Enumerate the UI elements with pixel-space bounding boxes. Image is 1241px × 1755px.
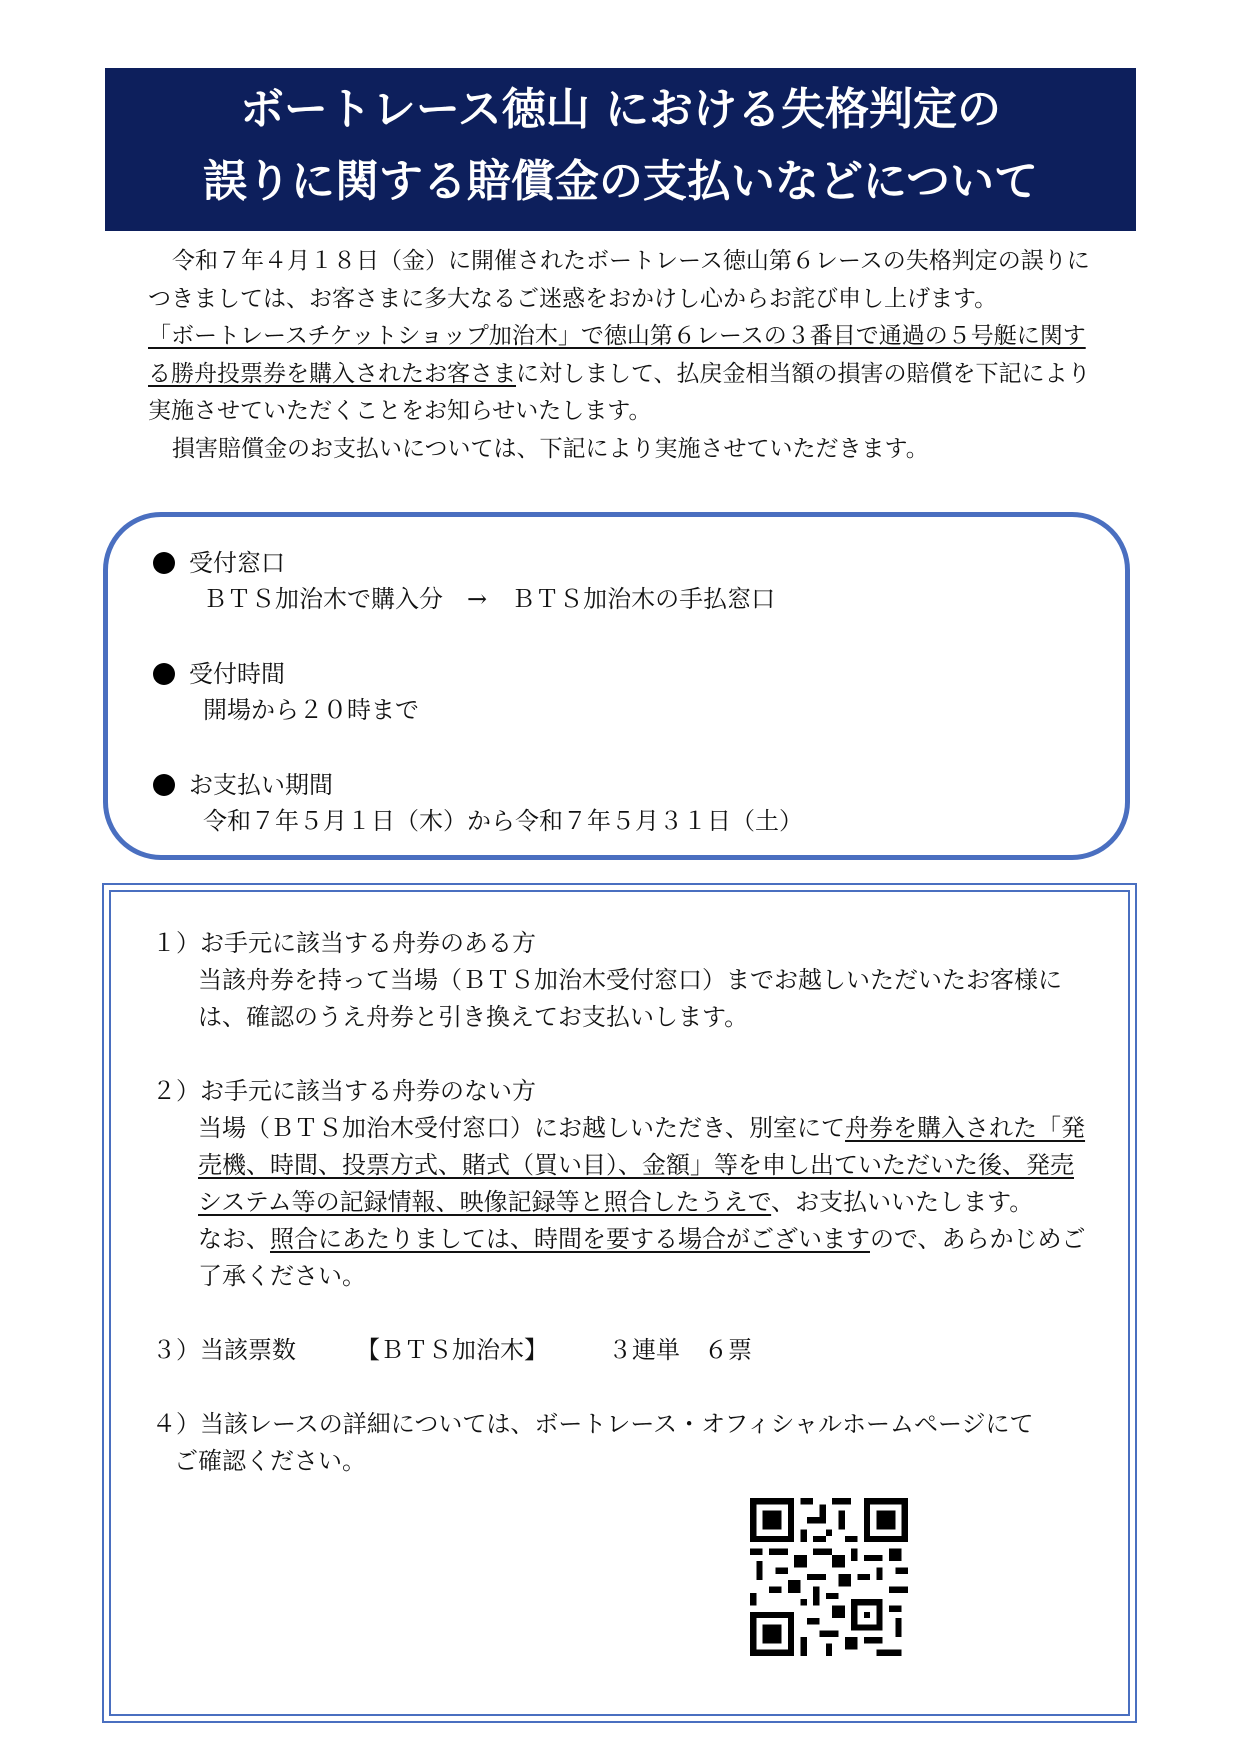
notice-item-4-heading: ４）当該レースの詳細については、ボートレース・オフィシャルホームページにて	[152, 1410, 1034, 1438]
intro-paragraph-2	[148, 318, 1108, 431]
notice-item-4-body: ご確認ください。	[174, 1447, 366, 1475]
notice-item-2-text: 当場（ＢＴＳ加治木受付窓口）にお越しいただき、別室にて	[198, 1114, 846, 1142]
qr-code[interactable]	[750, 1498, 908, 1656]
info-period-value: 令和７年５月１日（木）から令和７年５月３１日（土）	[203, 807, 803, 835]
title-banner	[105, 68, 1136, 231]
notice-item-2-text-end: 、お支払いいたします。	[771, 1188, 1034, 1216]
intro-paragraph-1: 令和７年４月１８日（金）に開催されたボートレース徳山第６レースの失格判定の誤りにつきましては、お客さまに多大なるご迷惑をおかけし心からお詫び申し上げます。	[148, 248, 1090, 312]
notice-item-2-underlined: 舟券を購入された「発売機、時間、投票方式、賭式（買い目）、金額」等を申し出ていただいた後、発売システム等の記録情報、映像記録等と照合したうえで	[198, 1114, 1086, 1216]
info-window-value: ＢＴＳ加治木で購入分 → ＢＴＳ加治木の手払窓口	[203, 585, 776, 613]
notice-content	[152, 925, 1097, 1480]
intro-paragraph-3: 損害賠償金のお支払いについては、下記により実施させていただきます。	[172, 435, 929, 462]
notice-note-text-end: ので、あらかじめご了承ください。	[198, 1225, 1086, 1290]
title-line-1: ボートレース徳山 における失格判定の	[239, 84, 1002, 135]
intro-paragraph-2-rest: に対しまして、払戻金相当額の損害の賠償を下記により実施させていただくことをお知らせいたします。	[148, 360, 1091, 424]
bullet-icon	[153, 552, 175, 574]
notice-item-2-note	[198, 1221, 1097, 1295]
bullet-icon	[153, 774, 175, 796]
title-line-2: 誤りに関する賠償金の支払いなどについて	[202, 156, 1039, 207]
intro-underlined-text: 「ボートレースチケットショップ加治木」で徳山第６レースの３番目で通過の５号艇に関する勝舟投票券を購入されたお客さま	[148, 323, 1086, 387]
info-period-label: お支払い期間	[189, 771, 333, 799]
info-window-label: 受付窓口	[189, 549, 285, 577]
info-hours-value: 開場から２０時まで	[203, 696, 419, 724]
notice-item-3-shop: 【ＢＴＳ加治木】	[368, 1336, 536, 1364]
info-hours-label: 受付時間	[189, 660, 285, 688]
info-box	[103, 512, 1130, 860]
notice-note-underlined: 照合にあたりましては、時間を要する場合がございます	[270, 1225, 870, 1253]
notice-item-3-heading: ３）当該票数	[152, 1336, 296, 1364]
notice-item-1-body: 当該舟券を持って当場（ＢＴＳ加治木受付窓口）までお越しいただいたお客様には、確認のうえ舟券と引き換えてお支払いします。	[198, 966, 1062, 1031]
notice-item-2-heading: ２）お手元に該当する舟券のない方	[152, 1077, 536, 1105]
bullet-icon	[153, 663, 175, 685]
notice-item-3	[152, 1332, 1097, 1369]
notice-box	[102, 883, 1137, 1723]
intro-text	[148, 243, 1108, 468]
info-window	[153, 545, 775, 617]
notice-item-2-body	[198, 1110, 1097, 1221]
info-hours	[153, 656, 419, 728]
notice-note-text: なお、	[198, 1225, 270, 1253]
notice-item-3-count: ３連単 ６票	[608, 1336, 752, 1364]
notice-item-1-heading: １）お手元に該当する舟券のある方	[152, 929, 536, 957]
info-period	[153, 767, 803, 839]
